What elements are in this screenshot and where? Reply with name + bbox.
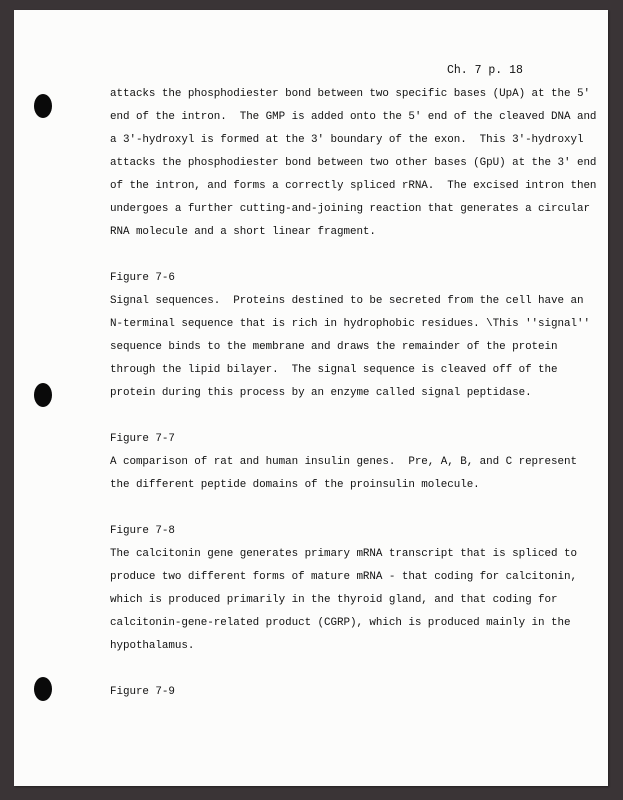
text-line: The calcitonin gene generates primary mRNA transcript that is spliced to xyxy=(110,548,577,560)
text-line: Signal sequences. Proteins destined to be secreted from the cell have an xyxy=(110,295,584,307)
text-line: a 3′-hydroxyl is formed at the 3′ boundary of the exon. This 3′-hydroxyl xyxy=(110,134,584,146)
page-header: Ch. 7 p. 18 xyxy=(447,64,523,77)
text-line: sequence binds to the membrane and draws the remainder of the protein xyxy=(110,341,558,353)
text-line: calcitonin-gene-related product (CGRP), which is produced mainly in the xyxy=(110,617,571,629)
text-line: RNA molecule and a short linear fragment. xyxy=(110,226,376,238)
figure-heading: Figure 7-8 xyxy=(110,525,175,537)
figure-heading: Figure 7-9 xyxy=(110,686,175,698)
text-line: end of the intron. The GMP is added onto the 5′ end of the cleaved DNA and xyxy=(110,111,597,123)
text-line: which is produced primarily in the thyroid gland, and that coding for xyxy=(110,594,558,606)
figure-heading: Figure 7-6 xyxy=(110,272,175,284)
text-line: produce two different forms of mature mRNA - that coding for calcitonin, xyxy=(110,571,577,583)
text-line: attacks the phosphodiester bond between two specific bases (UpA) at the 5′ xyxy=(110,88,590,100)
punch-hole-top xyxy=(34,94,52,118)
text-line: A comparison of rat and human insulin genes. Pre, A, B, and C represent xyxy=(110,456,577,468)
text-line: attacks the phosphodiester bond between two other bases (GpU) at the 3′ end xyxy=(110,157,597,169)
text-line: of the intron, and forms a correctly spliced rRNA. The excised intron then xyxy=(110,180,597,192)
text-line: hypothalamus. xyxy=(110,640,195,652)
text-line: the different peptide domains of the proinsulin molecule. xyxy=(110,479,480,491)
text-line: protein during this process by an enzyme called signal peptidase. xyxy=(110,387,532,399)
text-line: undergoes a further cutting-and-joining reaction that generates a circular xyxy=(110,203,590,215)
text-line: through the lipid bilayer. The signal sequence is cleaved off of the xyxy=(110,364,558,376)
punch-hole-middle xyxy=(34,383,52,407)
document-page xyxy=(14,10,608,786)
punch-hole-bottom xyxy=(34,677,52,701)
figure-heading: Figure 7-7 xyxy=(110,433,175,445)
text-line: N-terminal sequence that is rich in hydrophobic residues. \This ''signal'' xyxy=(110,318,590,330)
